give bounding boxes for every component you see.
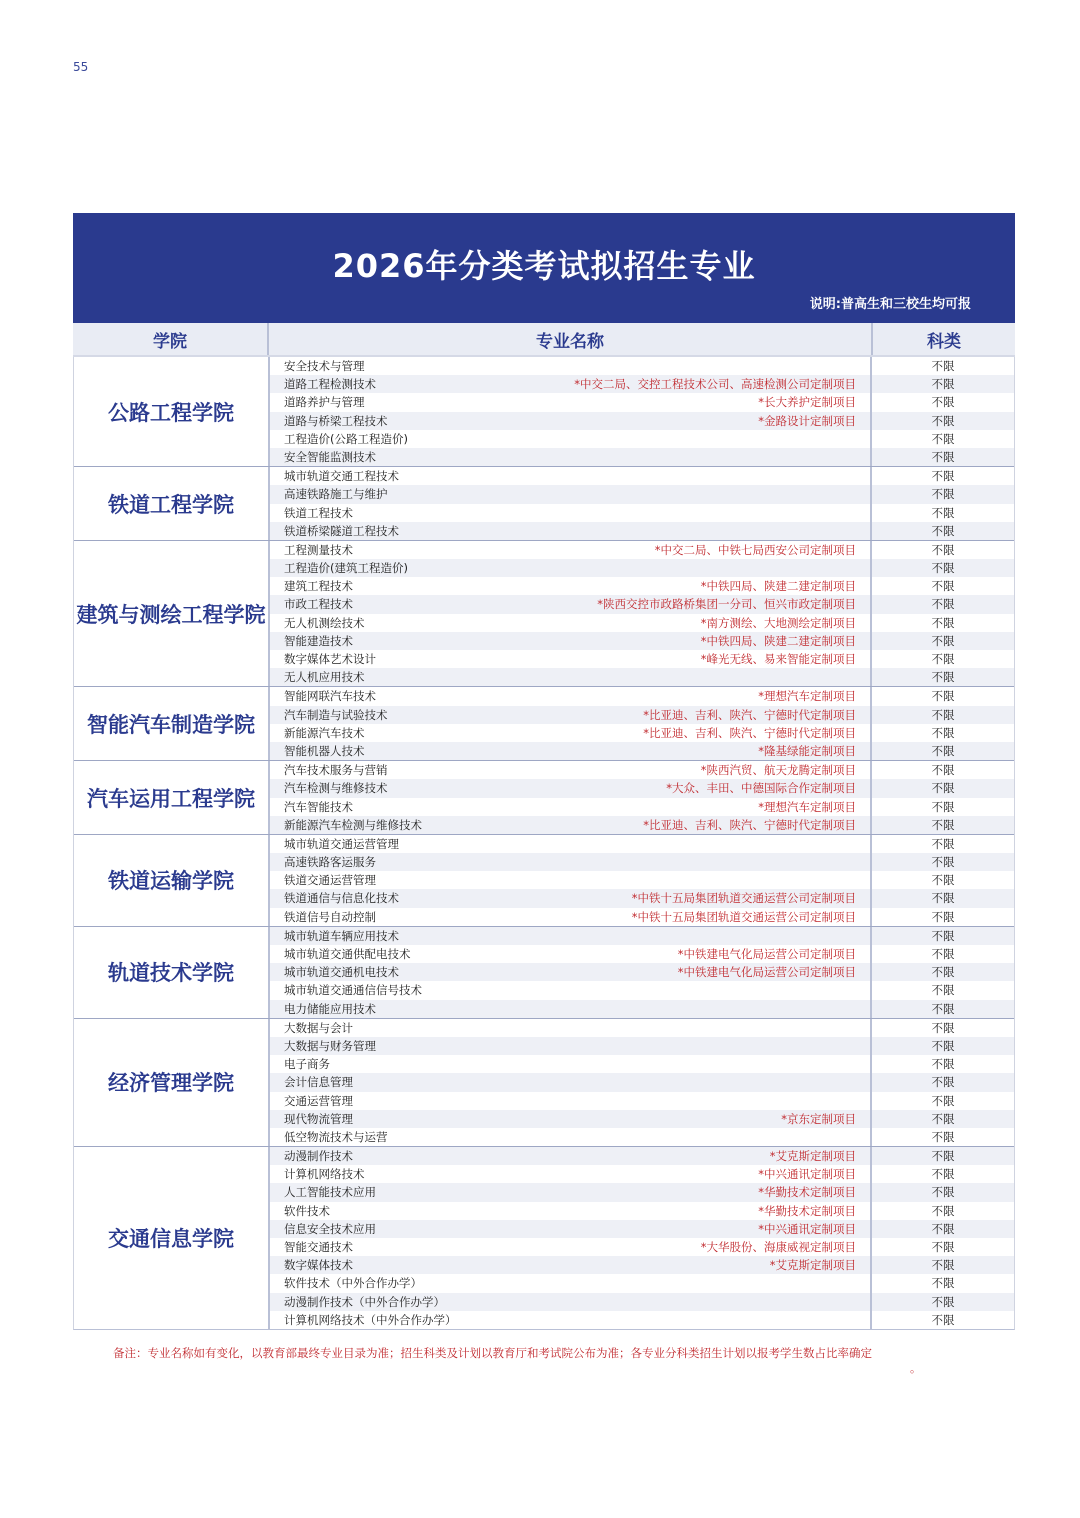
category-cell: 不限 [931,469,955,484]
category-cell: 不限 [931,413,955,428]
category-cell: 不限 [931,1185,955,1200]
table-row [270,963,1014,981]
page-number: 55 [73,60,89,74]
college-name: 公路工程学院 [74,357,270,466]
major-cell [270,1110,872,1128]
major-cell [270,595,872,613]
category-cell: 不限 [931,670,955,685]
table-row [270,889,1014,907]
major-name: 大数据与财务管理 [284,1038,376,1053]
custom-program-note: *比亚迪、吉利、陕汽、宁德时代定制项目 [643,817,856,832]
major-name: 现代物流管理 [284,1111,353,1126]
major-name: 软件技术（中外合作办学） [284,1276,422,1291]
category-cell: 不限 [931,597,955,612]
custom-program-note: *中兴通讯定制项目 [758,1167,856,1182]
table-row [270,485,1014,503]
major-name: 大数据与会计 [284,1020,353,1035]
major-name: 汽车智能技术 [284,799,353,814]
category-cell: 不限 [931,377,955,392]
major-name: 道路与桥梁工程技术 [284,413,388,428]
major-name: 会计信息管理 [284,1075,353,1090]
major-name: 数字媒体技术 [284,1258,353,1273]
major-cell [270,761,872,779]
category-cell: 不限 [931,909,955,924]
table-row [270,1202,1014,1220]
custom-program-note: *比亚迪、吉利、陕汽、宁德时代定制项目 [643,707,856,722]
category-cell: 不限 [931,1093,955,1108]
major-name: 铁道通信与信息化技术 [284,891,399,906]
table-row [270,467,1014,485]
major-cell [270,559,872,577]
college-name: 铁道运输学院 [74,835,270,926]
major-cell [270,889,872,907]
major-cell [270,430,872,448]
major-cell [270,1073,872,1091]
category-cell: 不限 [931,561,955,576]
major-name: 道路养护与管理 [284,395,365,410]
category-cell: 不限 [931,725,955,740]
category-cell: 不限 [931,855,955,870]
major-name: 城市轨道交通机电技术 [284,965,399,980]
table-row [270,927,1014,945]
table-row [270,1000,1014,1018]
major-name: 铁道信号自动控制 [284,909,376,924]
table-row [270,614,1014,632]
custom-program-note: *南方测绘、大地测绘定制项目 [700,615,856,630]
major-name: 工程造价(公路工程造价) [284,431,408,446]
major-name: 城市轨道车辆应用技术 [284,928,399,943]
table-row [270,541,1014,559]
custom-program-note: *中铁建电气化局运营公司定制项目 [677,965,856,980]
category-cell: 不限 [931,891,955,906]
major-cell [270,1128,872,1146]
major-name: 智能机器人技术 [284,743,365,758]
custom-program-note: *中铁四局、陕建二建定制项目 [700,579,856,594]
major-name: 城市轨道交通工程技术 [284,469,399,484]
table-row [270,687,1014,705]
major-cell [270,1055,872,1073]
category-cell: 不限 [931,1057,955,1072]
major-cell [270,448,872,466]
custom-program-note: *中交二局、交控工程技术公司、高速检测公司定制项目 [574,377,856,392]
major-name: 智能建造技术 [284,633,353,648]
category-cell: 不限 [931,487,955,502]
major-cell [270,706,872,724]
remark-end: 。 [910,1362,921,1375]
major-name: 计算机网络技术（中外合作办学） [284,1312,457,1327]
major-name: 人工智能技术应用 [284,1185,376,1200]
category-cell: 不限 [931,983,955,998]
custom-program-note: *中铁四局、陕建二建定制项目 [700,633,856,648]
category-cell: 不限 [931,505,955,520]
major-cell [270,1256,872,1274]
major-cell [270,779,872,797]
major-cell [270,614,872,632]
table-row [270,871,1014,889]
category-cell: 不限 [931,817,955,832]
major-name: 城市轨道交通运营管理 [284,836,399,851]
category-cell: 不限 [931,542,955,557]
major-name: 市政工程技术 [284,597,353,612]
major-cell [270,853,872,871]
table-row [270,1311,1014,1329]
major-cell [270,1293,872,1311]
major-cell [270,816,872,834]
college-group [74,466,1014,540]
major-cell [270,393,872,411]
table-note: 说明:普高生和三校生均可报 [809,297,971,312]
custom-program-note: *大华股份、海康威视定制项目 [700,1240,856,1254]
custom-program-note: *大众、丰田、中德国际合作定制项目 [666,781,856,796]
table-row [270,908,1014,926]
major-name: 铁道桥梁隧道工程技术 [284,523,399,538]
table-row [270,632,1014,650]
major-name: 汽车技术服务与营销 [284,763,388,778]
table-row [270,595,1014,613]
major-cell [270,375,872,393]
major-cell [270,1019,872,1037]
major-name: 低空物流技术与运营 [284,1129,388,1144]
table-banner [73,213,1015,323]
table-row [270,761,1014,779]
major-cell [270,687,872,705]
major-name: 电子商务 [284,1057,330,1072]
header-major: 专业名称 [269,323,873,355]
category-cell: 不限 [931,781,955,796]
major-cell [270,871,872,889]
major-cell [270,1183,872,1201]
header-college: 学院 [73,323,269,355]
category-cell: 不限 [931,947,955,961]
category-cell: 不限 [931,359,955,373]
custom-program-note: *理想汽车定制项目 [758,799,856,814]
major-name: 建筑工程技术 [284,579,353,594]
major-name: 道路工程检测技术 [284,377,376,392]
category-cell: 不限 [931,615,955,630]
table-row [270,1256,1014,1274]
major-name: 无人机应用技术 [284,670,365,685]
custom-program-note: *中铁十五局集团轨道交通运营公司定制项目 [631,891,856,906]
category-cell: 不限 [931,743,955,758]
major-cell [270,927,872,945]
major-name: 智能交通技术 [284,1240,353,1254]
table-row [270,668,1014,686]
major-cell [270,1238,872,1256]
table-row [270,798,1014,816]
major-name: 高速铁路客运服务 [284,855,376,870]
major-name: 智能网联汽车技术 [284,689,376,704]
major-name: 工程造价(建筑工程造价) [284,561,408,576]
college-name: 建筑与测绘工程学院 [74,541,270,687]
major-cell [270,577,872,595]
table-row [270,742,1014,760]
table-row [270,393,1014,411]
custom-program-note: *中交二局、中铁七局西安公司定制项目 [654,542,856,557]
category-cell: 不限 [931,965,955,980]
major-name: 新能源汽车检测与维修技术 [284,817,422,832]
custom-program-note: *华勤技术定制项目 [758,1185,856,1200]
custom-program-note: *隆基绿能定制项目 [758,743,856,758]
category-cell: 不限 [931,1001,955,1016]
table-row [270,430,1014,448]
table-row [270,706,1014,724]
table-row [270,357,1014,375]
custom-program-note: *陕西交控市政路桥集团一分司、恒兴市政定制项目 [597,597,856,612]
major-name: 无人机测绘技术 [284,615,365,630]
college-name: 智能汽车制造学院 [74,687,270,760]
enrollment-table [73,213,1015,1330]
college-group [74,686,1014,760]
table-row [270,981,1014,999]
major-cell [270,1092,872,1110]
major-cell [270,1147,872,1165]
table-row [270,724,1014,742]
category-cell: 不限 [931,633,955,648]
table-row [270,945,1014,963]
custom-program-note: *艾克斯定制项目 [769,1149,856,1164]
table-title: 2026年分类考试拟招生专业 [332,247,756,285]
table-row [270,1128,1014,1146]
table-row [270,1073,1014,1091]
table-row [270,522,1014,540]
college-group [74,357,1014,466]
major-name: 计算机网络技术 [284,1167,365,1182]
table-row [270,448,1014,466]
college-group [74,1018,1014,1146]
major-cell [270,1311,872,1329]
table-row [270,1092,1014,1110]
major-cell [270,1202,872,1220]
table-row [270,1165,1014,1183]
college-name: 汽车运用工程学院 [74,761,270,834]
category-cell: 不限 [931,873,955,888]
table-row [270,779,1014,797]
table-row [270,375,1014,393]
major-cell [270,742,872,760]
category-cell: 不限 [931,1276,955,1291]
major-cell [270,504,872,522]
table-row [270,835,1014,853]
major-cell [270,357,872,375]
category-cell: 不限 [931,431,955,446]
category-cell: 不限 [931,1149,955,1164]
major-name: 城市轨道交通通信信号技术 [284,983,422,998]
category-cell: 不限 [931,652,955,666]
major-cell [270,668,872,686]
category-cell: 不限 [931,1111,955,1126]
table-row [270,1293,1014,1311]
college-group [74,926,1014,1018]
college-name: 交通信息学院 [74,1147,270,1329]
table-row [270,577,1014,595]
table-body [73,357,1015,1330]
header-category: 科类 [927,331,961,352]
major-name: 软件技术 [284,1203,330,1218]
category-cell: 不限 [931,1294,955,1309]
custom-program-note: *比亚迪、吉利、陕汽、宁德时代定制项目 [643,725,856,740]
category-cell: 不限 [931,763,955,778]
major-cell [270,650,872,668]
major-cell [270,1274,872,1292]
major-cell [270,541,872,559]
college-name: 轨道技术学院 [74,927,270,1018]
major-cell [270,724,872,742]
major-name: 动漫制作技术（中外合作办学） [284,1294,445,1309]
category-cell: 不限 [931,1038,955,1053]
category-cell: 不限 [931,1240,955,1254]
table-row [270,1110,1014,1128]
table-row [270,559,1014,577]
college-name: 铁道工程学院 [74,467,270,540]
major-name: 信息安全技术应用 [284,1221,376,1236]
table-row [270,1238,1014,1256]
custom-program-note: *华勤技术定制项目 [758,1203,856,1218]
custom-program-note: *长大养护定制项目 [758,395,856,410]
major-cell [270,981,872,999]
college-group [74,540,1014,687]
major-cell [270,835,872,853]
major-cell [270,1220,872,1238]
major-name: 电力储能应用技术 [284,1001,376,1016]
major-name: 新能源汽车技术 [284,725,365,740]
table-row [270,816,1014,834]
category-cell: 不限 [931,1075,955,1090]
table-row [270,853,1014,871]
category-cell: 不限 [931,1020,955,1035]
major-cell [270,467,872,485]
category-cell: 不限 [931,928,955,943]
major-cell [270,632,872,650]
table-row [270,1220,1014,1238]
major-name: 安全技术与管理 [284,359,365,373]
major-name: 交通运营管理 [284,1093,353,1108]
category-cell: 不限 [931,1221,955,1236]
major-cell [270,908,872,926]
custom-program-note: *中铁十五局集团轨道交通运营公司定制项目 [631,909,856,924]
major-name: 汽车检测与维修技术 [284,781,388,796]
table-row [270,1019,1014,1037]
major-name: 工程测量技术 [284,542,353,557]
major-name: 城市轨道交通供配电技术 [284,947,411,961]
major-cell [270,485,872,503]
major-cell [270,1000,872,1018]
college-group [74,1146,1014,1329]
major-cell [270,798,872,816]
category-cell: 不限 [931,1258,955,1273]
category-cell: 不限 [931,1203,955,1218]
table-row [270,1183,1014,1201]
custom-program-note: *艾克斯定制项目 [769,1258,856,1273]
category-cell: 不限 [931,1129,955,1144]
major-name: 汽车制造与试验技术 [284,707,388,722]
table-row [270,1037,1014,1055]
major-cell [270,945,872,963]
category-cell: 不限 [931,689,955,704]
custom-program-note: *陕西汽贸、航天龙腾定制项目 [700,763,856,778]
major-cell [270,412,872,430]
college-group [74,760,1014,834]
custom-program-note: *理想汽车定制项目 [758,689,856,704]
custom-program-note: *峰光无线、易来智能定制项目 [700,652,856,666]
major-cell [270,522,872,540]
college-group [74,834,1014,926]
major-name: 安全智能监测技术 [284,449,376,464]
table-row [270,1055,1014,1073]
major-cell [270,1037,872,1055]
category-cell: 不限 [931,523,955,538]
category-cell: 不限 [931,579,955,594]
major-name: 动漫制作技术 [284,1149,353,1164]
category-cell: 不限 [931,449,955,464]
table-row [270,650,1014,668]
table-row [270,504,1014,522]
custom-program-note: *中铁建电气化局运营公司定制项目 [677,947,856,961]
table-row [270,412,1014,430]
table-row [270,1274,1014,1292]
category-cell: 不限 [931,1167,955,1182]
category-cell: 不限 [931,799,955,814]
category-cell: 不限 [931,395,955,410]
college-name: 经济管理学院 [74,1019,270,1146]
remark: 备注：专业名称如有变化，以教育部最终专业目录为准；招生科类及计划以教育厅和考试院公布为准；各专业分科类招生计划以报考学生数占比率确定 [113,1346,872,1360]
major-name: 数字媒体艺术设计 [284,652,376,666]
category-cell: 不限 [931,1312,955,1327]
major-cell [270,1165,872,1183]
major-cell [270,963,872,981]
table-row [270,1147,1014,1165]
custom-program-note: *中兴通讯定制项目 [758,1221,856,1236]
custom-program-note: *金路设计定制项目 [758,413,856,428]
major-name: 高速铁路施工与维护 [284,487,388,502]
category-cell: 不限 [931,707,955,722]
major-name: 铁道工程技术 [284,505,353,520]
table-header [73,323,1015,357]
category-cell: 不限 [931,836,955,851]
major-name: 铁道交通运营管理 [284,873,376,888]
custom-program-note: *京东定制项目 [781,1111,856,1126]
